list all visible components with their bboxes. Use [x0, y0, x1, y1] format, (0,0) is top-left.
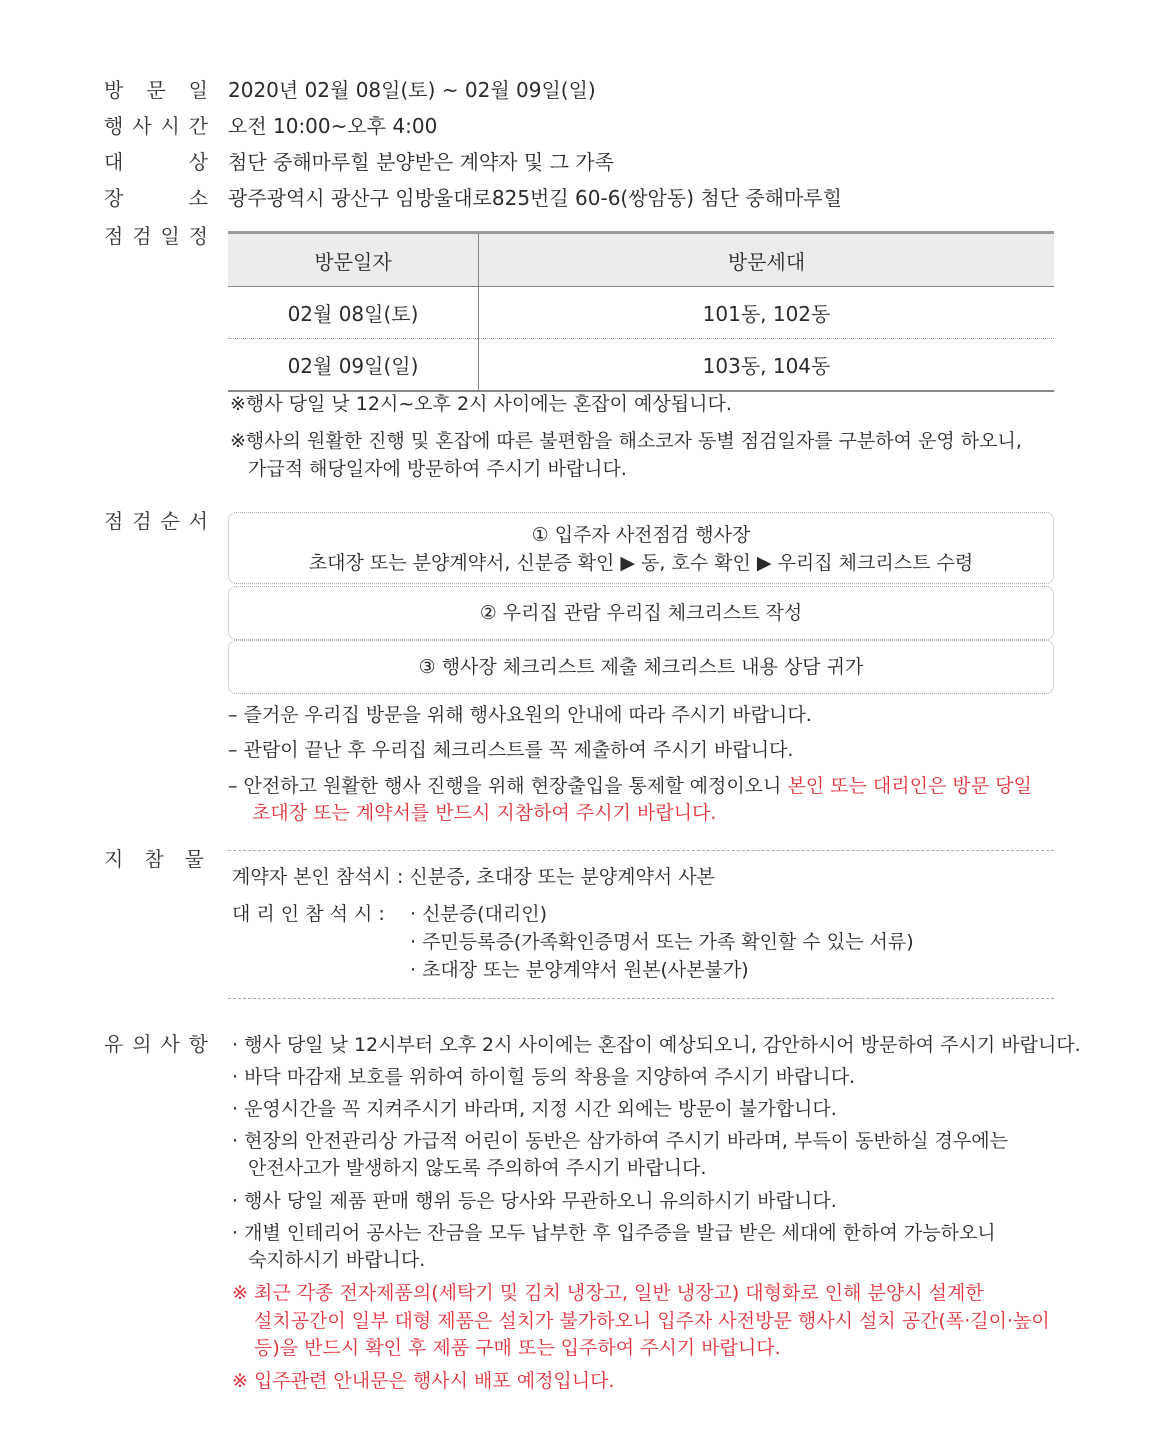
schedule-table — [228, 231, 1054, 392]
caution-red-note-cont: 등)을 반드시 확인 후 제품 구매 또는 입주하여 주시기 바랍니다. — [254, 1337, 781, 1359]
table-header: 방문세대 — [479, 233, 1055, 287]
caution-bullet: · 개별 인테리어 공사는 잔금을 모두 납부한 후 입주증을 발급 받은 세대에 한하여 가능하오니 — [232, 1222, 996, 1244]
table-cell: 02월 08일(토) — [228, 287, 479, 339]
order-note-text: – 안전하고 원활한 행사 진행을 위해 현장출입을 통제할 예정이오니 — [228, 775, 788, 797]
schedule-note: ※행사 당일 낮 12시~오후 2시 사이에는 혼잡이 예상됩니다. — [230, 393, 732, 415]
caution-bullet: · 행사 당일 제품 판매 행위 등은 당사와 무관하오니 유의하시기 바랍니다. — [232, 1190, 837, 1212]
table-header-row — [228, 233, 1054, 287]
info-label: 대 상 — [104, 150, 208, 174]
info-label: 방 문 일 — [104, 78, 208, 102]
items-self: 계약자 본인 참석시 : 신분증, 초대장 또는 분양계약서 사본 — [232, 866, 715, 888]
items-proxy-line: · 초대장 또는 분양계약서 원본(사본불가) — [410, 959, 749, 981]
schedule-note: ※행사의 원활한 진행 및 혼잡에 따른 불편함을 해소코자 동별 점검일자를 구분하여 운영 하오니, — [230, 430, 1022, 452]
items-proxy-line: · 신분증(대리인) — [410, 903, 548, 925]
flow-step-1-desc: 초대장 또는 분양계약서, 신분증 확인 ▶ 동, 호수 확인 ▶ 우리집 체크리스트 수령 — [308, 552, 974, 574]
items-proxy-label: 대 리 인 참 석 시 : — [232, 903, 385, 925]
info-label: 장 소 — [104, 186, 208, 210]
flow-step-1 — [228, 512, 1054, 584]
order-note: – 관람이 끝난 후 우리집 체크리스트를 꼭 제출하여 주시기 바랍니다. — [228, 739, 794, 761]
info-row-target — [0, 146, 1156, 174]
caution-red-note-cont: 설치공간이 일부 대형 제품은 설치가 불가하오니 입주자 사전방문 행사시 설치 공간(폭·길이·높이 — [254, 1310, 1050, 1332]
location-value: 광주광역시 광산구 임방울대로825번길 60-6(쌍암동) 첨단 중해마루힐 — [228, 186, 842, 210]
event-time-value: 오전 10:00~오후 4:00 — [228, 114, 438, 138]
table-row — [228, 287, 1054, 339]
caution-bullet: · 행사 당일 낮 12시부터 오후 2시 사이에는 혼잡이 예상되오니, 감안하시어 방문하여 주시기 바랍니다. — [232, 1034, 1081, 1056]
caution-bullet-cont: 숙지하시기 바랍니다. — [248, 1249, 426, 1271]
table-cell: 101동, 102동 — [479, 287, 1055, 339]
info-label: 행 사 시 간 — [104, 114, 208, 138]
caution-red-note: ※ 최근 각종 전자제품의(세탁기 및 김치 냉장고, 일반 냉장고) 대형화로 인해 분양시 설계한 — [232, 1282, 984, 1304]
flow-step-1-title: ① 입주자 사전점검 행사장 — [531, 524, 751, 546]
table-row — [228, 339, 1054, 392]
caution-bullet: · 운영시간을 꼭 지켜주시기 바라며, 지정 시간 외에는 방문이 불가합니다. — [232, 1098, 837, 1120]
caution-label: 유 의 사 항 — [104, 1032, 208, 1056]
flow-step-2: ② 우리집 관람 우리집 체크리스트 작성 — [228, 586, 1054, 640]
caution-bullet-cont: 안전사고가 발생하지 않도록 주의하여 주시기 바랍니다. — [248, 1157, 707, 1179]
info-row-visit-date — [0, 74, 1156, 102]
info-row-event-time — [0, 110, 1156, 138]
divider — [228, 850, 1054, 851]
flow-step-3: ③ 행사장 체크리스트 제출 체크리스트 내용 상담 귀가 — [228, 640, 1054, 694]
schedule-label: 점 검 일 정 — [104, 224, 208, 248]
target-value: 첨단 중해마루힐 분양받은 계약자 및 그 가족 — [228, 150, 614, 174]
table-cell: 103동, 104동 — [479, 339, 1055, 392]
table-cell: 02월 09일(일) — [228, 339, 479, 392]
visit-date-value: 2020년 02월 08일(토) ~ 02월 09일(일) — [228, 78, 596, 102]
items-label: 지 참 물 — [104, 847, 204, 871]
caution-bullet: · 현장의 안전관리상 가급적 어린이 동반은 삼가하여 주시기 바라며, 부득이 동반하실 경우에는 — [232, 1130, 1008, 1152]
caution-red-note: ※ 입주관련 안내문은 행사시 배포 예정입니다. — [232, 1370, 615, 1392]
items-proxy-line: · 주민등록증(가족확인증명서 또는 가족 확인할 수 있는 서류) — [410, 931, 914, 953]
caution-bullet: · 바닥 마감재 보호를 위하여 하이힐 등의 착용을 지양하여 주시기 바랍니다. — [232, 1066, 856, 1088]
order-note-red-2: 초대장 또는 계약서를 반드시 지참하여 주시기 바랍니다. — [252, 802, 717, 824]
table-header: 방문일자 — [228, 233, 479, 287]
info-row-location — [0, 182, 1156, 210]
order-note: – 즐거운 우리집 방문을 위해 행사요원의 안내에 따라 주시기 바랍니다. — [228, 704, 812, 726]
schedule-note: 가급적 해당일자에 방문하여 주시기 바랍니다. — [248, 458, 627, 480]
order-label: 점 검 순 서 — [104, 509, 208, 533]
order-note-red: 본인 또는 대리인은 방문 당일 — [787, 775, 1032, 797]
order-note-3 — [228, 771, 1032, 798]
divider — [228, 998, 1054, 999]
